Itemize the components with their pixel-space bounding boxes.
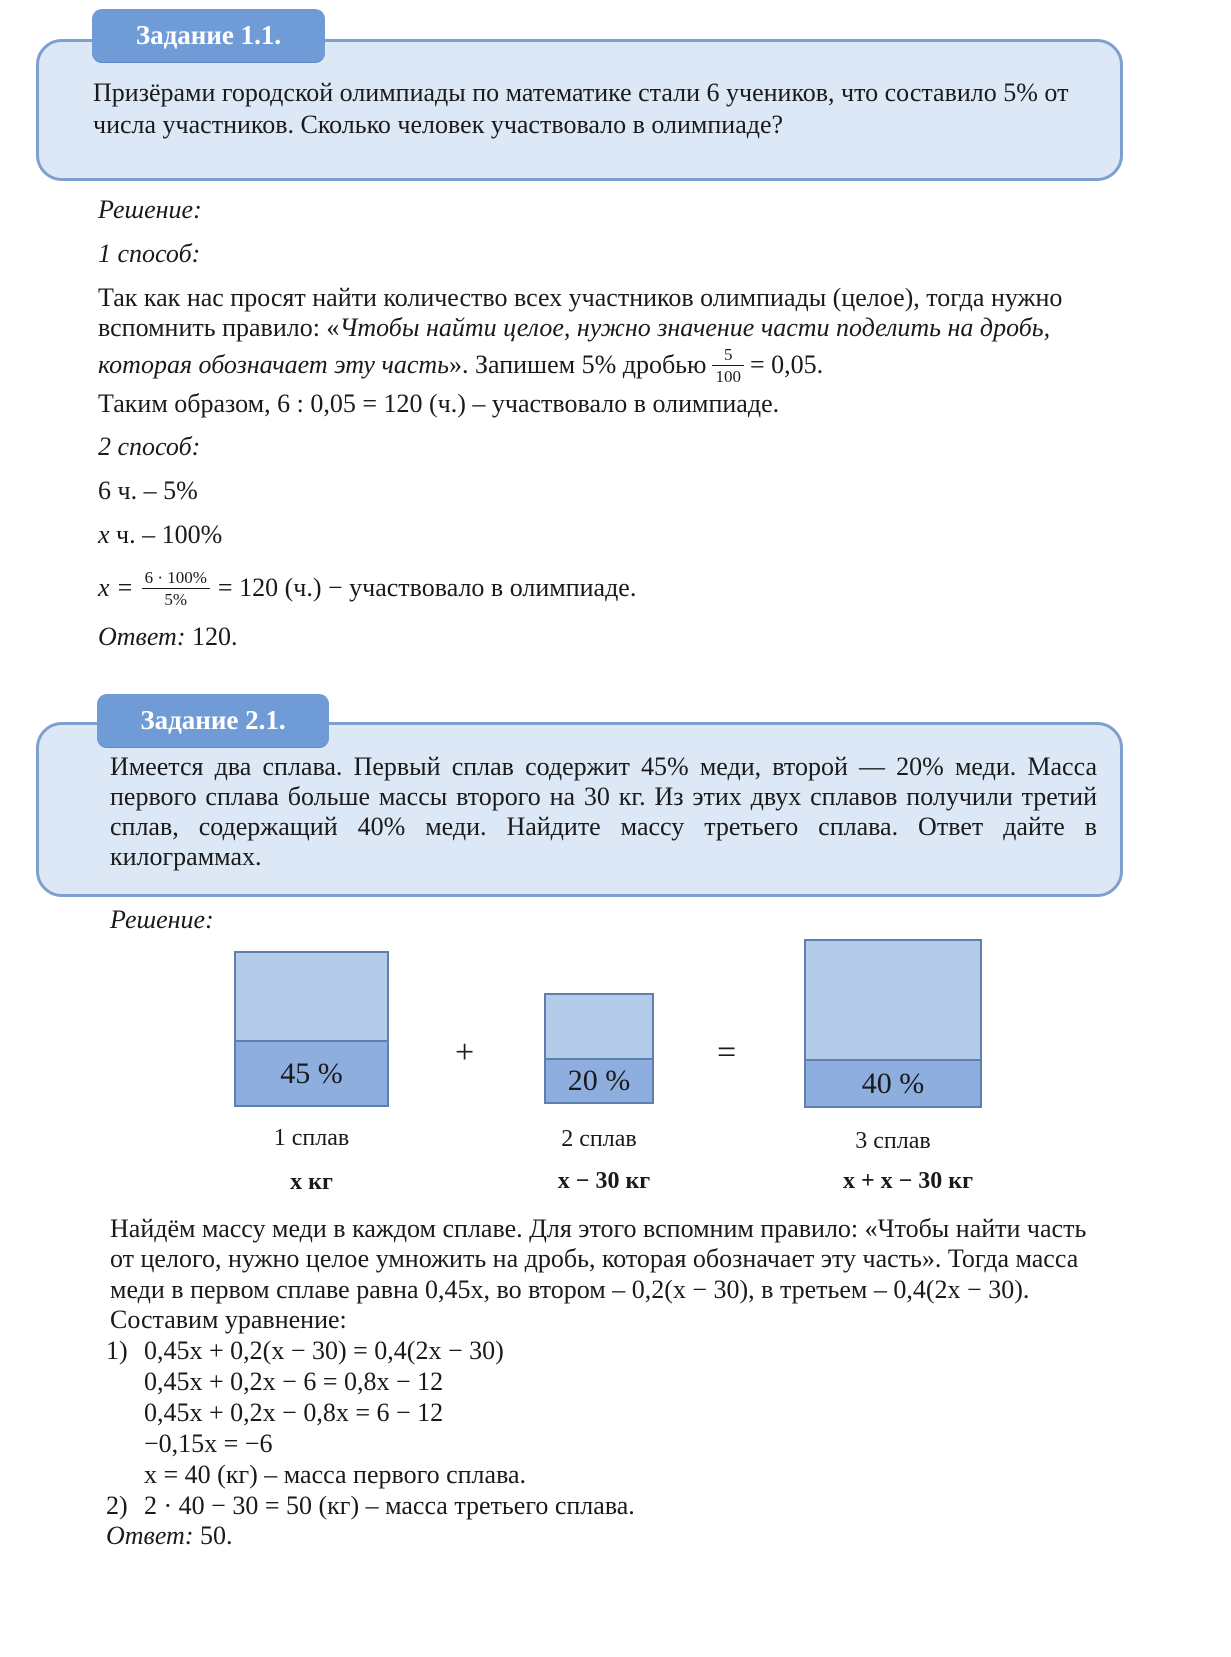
task2-solution-label: Решение: bbox=[110, 905, 214, 934]
alloy-3-caption: 3 сплав bbox=[855, 1128, 931, 1154]
alloy-2-percent: 20 % bbox=[567, 1064, 631, 1097]
step2-number: 2) bbox=[106, 1491, 128, 1520]
task1-row2-rest: ч. – 100% bbox=[109, 520, 223, 549]
task1-line3-post: ». Запишем 5% дробью bbox=[449, 350, 707, 379]
task1-eq-denominator: 5% bbox=[164, 589, 188, 609]
equals-sign: = bbox=[717, 1034, 737, 1071]
task1-method1-line4: Таким образом, 6 : 0,05 = 120 (ч.) – участвовало в олимпиаде. bbox=[98, 389, 780, 418]
task1-method1-line1: Так как нас просят найти количество всех участников олимпиады (целое), тогда нужно bbox=[98, 283, 1063, 312]
task1-solution-label: Решение: bbox=[98, 195, 202, 224]
alloy-1-mass: x кг bbox=[290, 1169, 333, 1195]
task1-var-x: x bbox=[98, 520, 110, 549]
task1-problem: Призёрами городской олимпиады по математике стали 6 учеников, что составило 5% от числа участников. Сколько человек участвовало в олимпиаде? bbox=[93, 78, 1069, 139]
alloy-1-percent: 45 % bbox=[280, 1056, 343, 1090]
task2-problem: Имеется два сплава. Первый сплав содержит 45% меди, второй — 20% меди. Масса первого сплава больше массы второго на 30 кг. Из этих двух сплавов получили третий сплав, содержащий 40% меди. Найдите массу третьего сплава. Ответ дайте в килограммах. bbox=[110, 752, 1097, 871]
task1-tab: Задание 1.1. bbox=[92, 9, 325, 62]
step1-number: 1) bbox=[106, 1336, 128, 1365]
equation-2: 0,45x + 0,2x − 6 = 0,8x − 12 bbox=[144, 1367, 444, 1396]
task1-method2-row2 bbox=[98, 519, 222, 551]
equation-1: 0,45x + 0,2(x − 30) = 0,4(2x − 30) bbox=[144, 1336, 504, 1365]
alloy-1-copper bbox=[236, 1040, 387, 1105]
task1-rule-part1: Чтобы найти целое, нужно значение части поделить на дробь, bbox=[339, 313, 1051, 342]
equation-6: 2 · 40 − 30 = 50 (кг) – масса третьего сплава. bbox=[144, 1491, 635, 1520]
equation-4: −0,15x = −6 bbox=[144, 1429, 273, 1458]
task1-method1-label: 1 способ: bbox=[98, 239, 201, 268]
plus-sign: + bbox=[455, 1034, 475, 1071]
task1-fraction-numerator: 5 bbox=[712, 345, 744, 366]
alloy-3-box bbox=[804, 939, 982, 1108]
task2-explain-line2: от целого, нужно целое умножить на дробь, которая обозначает эту часть». Тогда масса bbox=[110, 1244, 1079, 1273]
task1-eq-lhs: x = bbox=[98, 573, 134, 602]
alloy-3-mass: x + x − 30 кг bbox=[842, 1168, 974, 1194]
task2-explain-line4: Составим уравнение: bbox=[110, 1305, 347, 1334]
alloy-2-copper bbox=[546, 1058, 652, 1102]
task1-method2-row1: 6 ч. – 5% bbox=[98, 476, 198, 505]
alloy-1-caption: 1 сплав bbox=[273, 1125, 350, 1151]
task2-answer-label: Ответ: bbox=[106, 1521, 194, 1550]
alloy-3-percent: 40 % bbox=[861, 1066, 925, 1100]
equation-3: 0,45x + 0,2x − 0,8x = 6 − 12 bbox=[144, 1398, 444, 1427]
task1-eq-rhs: = 120 (ч.) − участвовало в олимпиаде. bbox=[217, 573, 637, 602]
task2-answer bbox=[106, 1520, 232, 1552]
alloy-3-copper bbox=[806, 1059, 980, 1106]
task1-answer bbox=[98, 621, 237, 653]
task1-method2-label: 2 способ: bbox=[98, 432, 201, 461]
alloy-1-box bbox=[234, 951, 389, 1107]
task1-fraction-result: = 0,05. bbox=[749, 350, 824, 379]
task2-explain-line3: меди в первом сплаве равна 0,45x, во втором – 0,2(x − 30), в третьем – 0,4(2x − 30). bbox=[110, 1275, 1030, 1304]
task1-method1-line3 bbox=[98, 340, 823, 390]
task1-method2-equation bbox=[98, 560, 636, 616]
task1-eq-fraction bbox=[142, 568, 210, 609]
task2-tab: Задание 2.1. bbox=[97, 694, 329, 747]
equation-5: x = 40 (кг) – масса первого сплава. bbox=[144, 1460, 527, 1489]
task2-explain-line1: Найдём массу меди в каждом сплаве. Для этого вспомним правило: «Чтобы найти часть bbox=[110, 1214, 1087, 1243]
task1-fraction bbox=[712, 345, 744, 386]
task1-eq-numerator: 6 · 100% bbox=[142, 568, 210, 589]
alloy-2-mass: x − 30 кг bbox=[557, 1168, 651, 1194]
task1-rule-part2: которая обозначает эту часть bbox=[98, 350, 449, 379]
alloy-2-box bbox=[544, 993, 654, 1104]
task1-line2-pre: вспомнить правило: « bbox=[98, 313, 340, 342]
task1-answer-value: 120. bbox=[185, 622, 238, 651]
task1-answer-label: Ответ: bbox=[98, 622, 186, 651]
task1-fraction-denominator: 100 bbox=[715, 366, 741, 386]
task2-answer-value: 50. bbox=[193, 1521, 233, 1550]
alloy-2-caption: 2 сплав bbox=[561, 1126, 637, 1152]
